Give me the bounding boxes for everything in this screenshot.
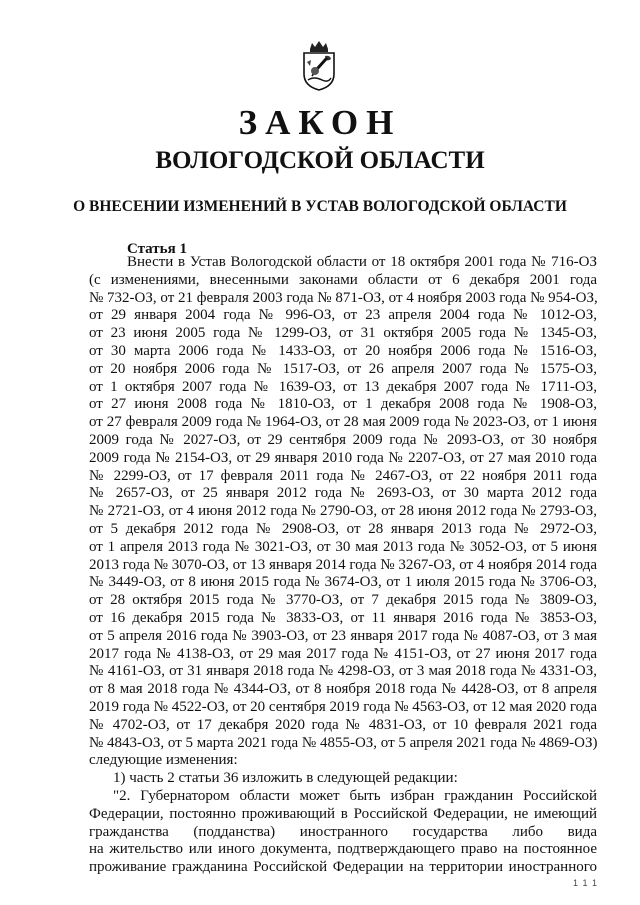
text-line: № 4843-ОЗ, от 5 марта 2021 года № 4855-ОЗ, от 5 апреля 2021 года № 4869-ОЗ) <box>89 734 598 751</box>
text-line: Федерации, постоянно проживающий в Российской Федерации, не имеющий <box>89 805 597 822</box>
text-line: № 2299-ОЗ, от 17 февраля 2011 года № 2467-ОЗ, от 22 ноября 2011 года <box>89 467 597 484</box>
text-line: № 732-ОЗ, от 21 февраля 2003 года № 871-ОЗ, от 4 ноября 2003 года № 954-ОЗ, <box>89 289 598 306</box>
document-title: ЗАКОН <box>238 103 402 142</box>
text-line: от 30 марта 2006 года № 1433-ОЗ, от 20 ноября 2006 года № 1516-ОЗ, <box>89 342 597 359</box>
text-line: № 3449-ОЗ, от 8 июня 2015 года № 3674-ОЗ, от 1 июля 2015 года № 3706-ОЗ, <box>89 574 597 591</box>
text-line: от 23 июня 2005 года № 1299-ОЗ, от 31 октября 2005 года № 1345-ОЗ, <box>89 325 597 342</box>
text-line: следующие изменения: <box>89 752 238 769</box>
text-line: от 5 апреля 2016 года № 3903-ОЗ, от 23 января 2017 года № 4087-ОЗ, от 3 мая <box>89 627 597 644</box>
document-subtitle: ВОЛОГОДСКОЙ ОБЛАСТИ <box>155 147 485 174</box>
text-line: от 28 октября 2015 года № 3770-ОЗ, от 7 декабря 2015 года № 3809-ОЗ, <box>89 592 597 609</box>
text-line: № 2721-ОЗ, от 4 июня 2012 года № 2790-ОЗ, от 28 июня 2012 года № 2793-ОЗ, <box>89 503 597 520</box>
text-line: 2009 года № 2154-ОЗ, от 29 января 2010 года № 2207-ОЗ, от 27 мая 2010 года <box>89 449 597 466</box>
text-line: 2013 года № 3070-ОЗ, от 13 января 2014 года № 3267-ОЗ, от 4 ноября 2014 года <box>89 556 597 573</box>
text-line: "2. Губернатором области может быть избран гражданин Российской <box>113 787 597 804</box>
page-mark: 1 1 1 <box>573 878 599 888</box>
text-line: от 29 января 2004 года № 996-ОЗ, от 23 апреля 2004 года № 1012-ОЗ, <box>89 307 597 324</box>
text-line: Внести в Устав Вологодской области от 18 октября 2001 года № 716-ОЗ <box>127 254 597 270</box>
text-line: (с изменениями, внесенными законами области от 6 декабря 2001 года <box>89 271 597 288</box>
text-line: от 5 декабря 2012 года № 2908-ОЗ, от 28 января 2013 года № 2972-ОЗ, <box>89 520 597 537</box>
article-body <box>89 254 597 877</box>
text-line: № 4161-ОЗ, от 31 января 2018 года № 4298-ОЗ, от 3 мая 2018 года № 4331-ОЗ, <box>89 663 597 680</box>
text-line: на жительство или иного документа, подтверждающего право на постоянное <box>89 841 597 858</box>
text-line: от 8 мая 2018 года № 4344-ОЗ, от 8 ноября 2018 года № 4428-ОЗ, от 8 апреля <box>89 681 597 698</box>
coat-of-arms-icon <box>298 40 340 92</box>
text-line: 1) часть 2 статьи 36 изложить в следующей редакции: <box>113 770 458 787</box>
text-line: от 1 октября 2007 года № 1639-ОЗ, от 13 декабря 2007 года № 1711-ОЗ, <box>89 378 597 395</box>
text-line: от 27 февраля 2009 года № 1964-ОЗ, от 28 мая 2009 года № 2023-ОЗ, от 1 июня <box>89 414 597 431</box>
law-title: О ВНЕСЕНИИ ИЗМЕНЕНИЙ В УСТАВ ВОЛОГОДСКОЙ ОБЛАСТИ <box>73 198 567 215</box>
text-line: от 16 декабря 2015 года № 3833-ОЗ, от 11 января 2016 года № 3853-ОЗ, <box>89 609 597 626</box>
text-line: 2017 года № 4138-ОЗ, от 29 мая 2017 года № 4151-ОЗ, от 27 июня 2017 года <box>89 645 597 662</box>
text-line: от 1 апреля 2013 года № 3021-ОЗ, от 30 мая 2013 года № 3052-ОЗ, от 5 июня <box>89 538 597 555</box>
text-line: № 2657-ОЗ, от 25 января 2012 года № 2693-ОЗ, от 30 марта 2012 года <box>89 485 597 502</box>
text-line: от 20 ноября 2006 года № 1517-ОЗ, от 26 апреля 2007 года № 1575-ОЗ, <box>89 360 597 377</box>
text-line: проживание гражданина Российской Федерации на территории иностранного <box>89 859 597 876</box>
text-line: 2009 года № 2027-ОЗ, от 29 сентября 2009 года № 2093-ОЗ, от 30 ноября <box>89 431 597 448</box>
text-line: от 27 июня 2008 года № 1810-ОЗ, от 1 декабря 2008 года № 1908-ОЗ, <box>89 396 597 413</box>
text-line: гражданства (подданства) иностранного государства либо вида <box>89 823 597 840</box>
article-heading: Статья 1 <box>127 241 187 257</box>
text-line: № 4702-ОЗ, от 17 декабря 2020 года № 4831-ОЗ, от 10 февраля 2021 года <box>89 716 597 733</box>
text-line: 2019 года № 4522-ОЗ, от 20 сентября 2019 года № 4563-ОЗ, от 12 мая 2020 года <box>89 698 597 715</box>
